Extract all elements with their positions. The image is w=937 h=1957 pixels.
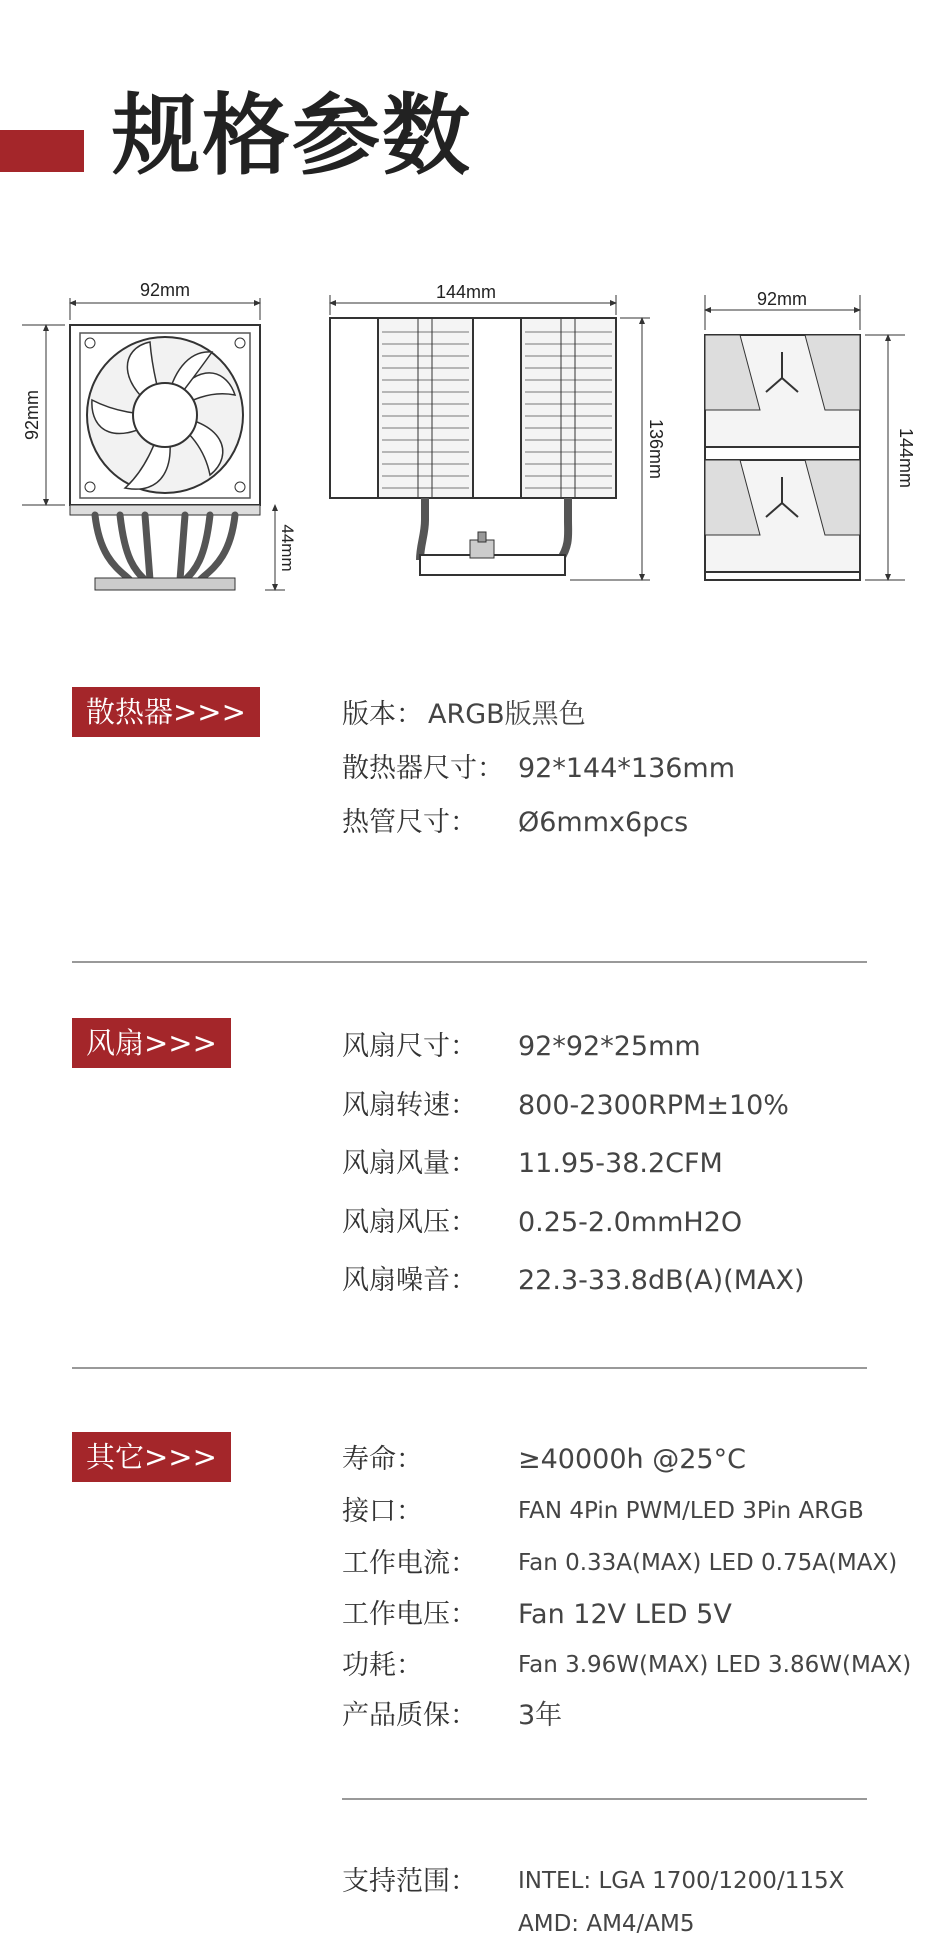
dim-side-width: 144mm bbox=[435, 282, 497, 302]
support-amd: AMD: AM4/AM5 bbox=[518, 1911, 695, 1937]
spec-label: 风扇转速： bbox=[342, 1090, 477, 1121]
spec-label: 风扇噪音： bbox=[342, 1265, 477, 1296]
spec-label: 散热器尺寸： bbox=[342, 753, 504, 784]
title-accent-bar bbox=[0, 130, 84, 172]
spec-label: 寿命： bbox=[342, 1444, 423, 1475]
spec-label: 风扇尺寸： bbox=[342, 1031, 477, 1062]
spec-value: 92*144*136mm bbox=[518, 753, 736, 784]
spec-label: 功耗： bbox=[342, 1650, 423, 1681]
spec-value: 800-2300RPM±10% bbox=[518, 1090, 789, 1121]
dim-top-height: 144mm bbox=[896, 427, 916, 489]
spec-value: 92*92*25mm bbox=[518, 1031, 701, 1062]
spec-label: 工作电流： bbox=[342, 1548, 477, 1579]
spec-label: 风扇风压： bbox=[342, 1207, 477, 1238]
support-intel: INTEL: LGA 1700/1200/115X bbox=[518, 1868, 845, 1894]
side-view-drawing bbox=[330, 295, 650, 580]
spec-value: Ø6mmx6pcs bbox=[518, 807, 689, 838]
spec-value: Fan 0.33A(MAX) LED 0.75A(MAX) bbox=[518, 1550, 898, 1576]
dim-side-height: 136mm bbox=[646, 418, 666, 480]
section-tag-heatsink: 散热器>>> bbox=[72, 687, 260, 737]
support-label: 支持范围： bbox=[342, 1866, 477, 1897]
spec-label: 工作电压： bbox=[342, 1599, 477, 1630]
spec-value: Fan 12V LED 5V bbox=[518, 1599, 732, 1630]
dimension-drawings bbox=[0, 270, 937, 600]
spec-label: 风扇风量： bbox=[342, 1148, 477, 1179]
spec-value: 3年 bbox=[518, 1700, 563, 1731]
spec-label: 产品质保： bbox=[342, 1700, 477, 1731]
dim-front-width: 92mm bbox=[139, 280, 191, 300]
page-title: 规格参数 bbox=[112, 84, 473, 187]
section-tag-other: 其它>>> bbox=[72, 1432, 231, 1482]
spec-value: 0.25-2.0mmH2O bbox=[518, 1207, 743, 1238]
spec-value: ARGB版黑色 bbox=[428, 699, 586, 730]
spec-label: 版本： bbox=[342, 699, 423, 730]
dim-top-width: 92mm bbox=[756, 289, 808, 309]
spec-label: 热管尺寸： bbox=[342, 807, 477, 838]
spec-value: ≥40000h @25°C bbox=[518, 1444, 746, 1475]
spec-value: 22.3-33.8dB(A)(MAX) bbox=[518, 1265, 805, 1296]
support-divider bbox=[342, 1798, 867, 1800]
front-view-drawing bbox=[22, 298, 285, 590]
dim-base-height: 44mm bbox=[278, 524, 297, 572]
section-divider bbox=[72, 1367, 867, 1369]
spec-label: 接口： bbox=[342, 1496, 423, 1527]
top-view-drawing bbox=[705, 295, 905, 580]
spec-value: Fan 3.96W(MAX) LED 3.86W(MAX) bbox=[518, 1652, 912, 1678]
dim-front-height: 92mm bbox=[22, 389, 42, 441]
section-tag-fan: 风扇>>> bbox=[72, 1018, 231, 1068]
spec-value: 11.95-38.2CFM bbox=[518, 1148, 723, 1179]
spec-value: FAN 4Pin PWM/LED 3Pin ARGB bbox=[518, 1498, 864, 1524]
section-divider bbox=[72, 961, 867, 963]
